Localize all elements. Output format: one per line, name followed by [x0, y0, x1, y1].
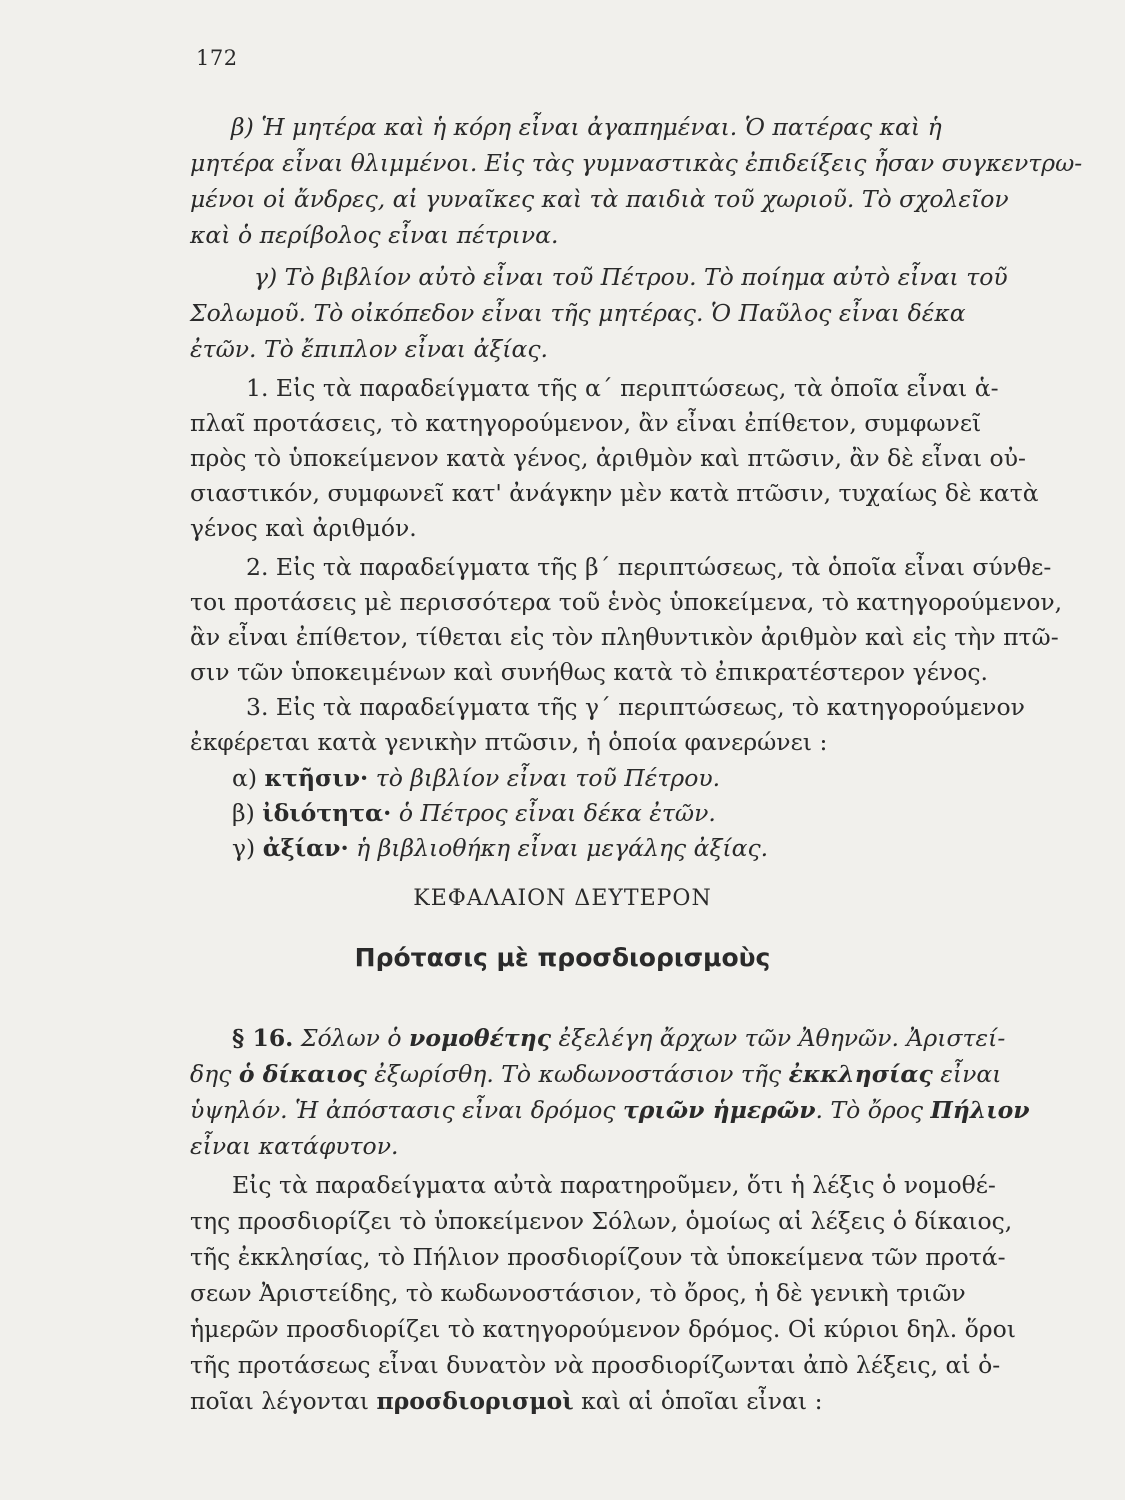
list-text: ὁ Πέτρος εἶναι δέκα ἐτῶν.	[398, 799, 716, 827]
text-line: πρὸς τὸ ὑποκείμενον κατὰ γένος, ἀριθμὸν καὶ πτῶσιν, ἂν δὲ εἶναι οὐ-	[190, 444, 1026, 472]
text-line: ἐκφέρεται κατὰ γενικὴν πτῶσιν, ἡ ὁποία φανερώνει :	[190, 728, 828, 756]
section-mark: § 16.	[232, 1024, 294, 1052]
text-line: της προσδιορίζει τὸ ὑποκείμενον Σόλων, ὁμοίως αἱ λέξεις ὁ δίκαιος,	[190, 1207, 1013, 1235]
text-line: εἶναι κατάφυτον.	[190, 1132, 399, 1160]
text-line: ποῖαι λέγονται προσδιορισμοὶ καὶ αἱ ὁποῖαι εἶναι :	[190, 1387, 823, 1415]
text-line: γένος καὶ ἀριθμόν.	[190, 514, 417, 542]
text-line: τῆς ἐκκλησίας, τὸ Πήλιον προσδιορίζουν τὰ ὑποκείμενα τῶν προτά-	[190, 1243, 1006, 1271]
text-line: καὶ ὁ περίβολος εἶναι πέτρινα.	[190, 221, 559, 249]
text-line: ἡμερῶν προσδιορίζει τὸ κατηγορούμενον δρόμος. Οἱ κύριοι δηλ. ὅροι	[190, 1315, 1016, 1343]
text-line: δης ὁ δίκαιος ἐξωρίσθη. Τὸ κωδωνοστάσιον τῆς ἐκκλησίας εἶναι	[190, 1060, 1002, 1088]
bold-term: ἐκκλησίας	[788, 1060, 933, 1088]
text-line: 1. Εἰς τὰ παραδείγματα τῆς α΄ περιπτώσεως, τὰ ὁποῖα εἶναι ἁ-	[246, 374, 999, 402]
text-line: τοι προτάσεις μὲ περισσότερα τοῦ ἑνὸς ὑποκείμενα, τὸ κατηγορούμενον,	[190, 588, 1063, 616]
bold-term: τριῶν ἡμερῶν	[622, 1096, 816, 1124]
list-term: ἀξίαν·	[262, 834, 349, 862]
text-line: ὑψηλόν. Ἡ ἀπόστασις εἶναι δρόμος τριῶν ἡμερῶν. Τὸ ὄρος Πήλιον	[190, 1096, 1030, 1124]
bold-term: νομοθέτης	[409, 1024, 552, 1052]
text-line: Σολωμοῦ. Τὸ οἰκόπεδον εἶναι τῆς μητέρας. Ὁ Παῦλος εἶναι δέκα	[190, 299, 966, 327]
text-line: § 16. Σόλων ὁ νομοθέτης ἐξελέγη ἄρχων τῶν Ἀθηνῶν. Ἀριστεί-	[232, 1024, 1006, 1052]
list-item	[232, 833, 1028, 863]
list-term: κτῆσιν·	[264, 764, 369, 792]
list-marker: α)	[232, 764, 258, 792]
text-line: β) Ἡ μητέρα καὶ ἡ κόρη εἶναι ἀγαπημέναι. Ὁ πατέρας καὶ ἡ	[231, 113, 942, 141]
text-line: μητέρα εἶναι θλιμμένοι. Εἰς τὰς γυμναστικὰς ἐπιδείξεις ἦσαν συγκεντρω-	[190, 149, 1083, 177]
section-title: Πρότασις μὲ προσδιορισμοὺς	[354, 943, 771, 972]
list-text: ἡ βιβλιοθήκη εἶναι μεγάλης ἀξίας.	[356, 834, 769, 862]
bold-term: ὁ δίκαιος	[238, 1060, 367, 1088]
text-line: ἐτῶν. Τὸ ἔπιπλον εἶναι ἀξίας.	[190, 335, 548, 363]
bold-term: προσδιορισμοὶ	[376, 1387, 574, 1415]
text-line: τῆς προτάσεως εἶναι δυνατὸν νὰ προσδιορίζωνται ἀπὸ λέξεις, αἱ ὁ-	[190, 1351, 1001, 1379]
text-line: σιν τῶν ὑποκειμένων καὶ συνήθως κατὰ τὸ ἐπικρατέστερον γένος.	[190, 658, 988, 686]
text-line: 2. Εἰς τὰ παραδείγματα τῆς β΄ περιπτώσεως, τὰ ὁποῖα εἶναι σύνθε-	[246, 553, 1052, 581]
list-marker: β)	[232, 799, 255, 827]
text-line: σεων Ἀριστείδης, τὸ κωδωνοστάσιον, τὸ ὄρος, ἡ δὲ γενικὴ τριῶν	[190, 1279, 966, 1307]
list-marker: γ)	[232, 834, 256, 862]
text-line: σιαστικόν, συμφωνεῖ κατ' ἀνάγκην μὲν κατὰ πτῶσιν, τυχαίως δὲ κατὰ	[190, 479, 1039, 507]
page-number: 172	[196, 46, 238, 70]
bold-term: Πήλιον	[930, 1096, 1030, 1124]
text-line: 3. Εἰς τὰ παραδείγματα τῆς γ΄ περιπτώσεως, τὸ κατηγορούμενον	[246, 693, 1025, 721]
text-line: γ) Τὸ βιβλίον αὐτὸ εἶναι τοῦ Πέτρου. Τὸ ποίημα αὐτὸ εἶναι τοῦ	[254, 263, 1008, 291]
list-term: ἰδιότητα·	[262, 799, 392, 827]
chapter-heading: ΚΕΦΑΛΑΙΟΝ ΔΕΥΤΕΡΟΝ	[413, 886, 712, 911]
list-item	[232, 763, 1028, 793]
list-item	[232, 798, 1028, 828]
list-text: τὸ βιβλίον εἶναι τοῦ Πέτρου.	[375, 764, 721, 792]
text-line: Εἰς τὰ παραδείγματα αὐτὰ παρατηροῦμεν, ὅτι ἡ λέξις ὁ νομοθέ-	[232, 1171, 996, 1199]
text-line: ἂν εἶναι ἐπίθετον, τίθεται εἰς τὸν πληθυντικὸν ἀριθμὸν καὶ εἰς τὴν πτῶ-	[190, 623, 1059, 651]
text-line: μένοι οἱ ἄνδρες, αἱ γυναῖκες καὶ τὰ παιδιὰ τοῦ χωριοῦ. Τὸ σχολεῖον	[190, 185, 1009, 213]
text-line: πλαῖ προτάσεις, τὸ κατηγορούμενον, ἂν εἶναι ἐπίθετον, συμφωνεῖ	[190, 409, 982, 437]
